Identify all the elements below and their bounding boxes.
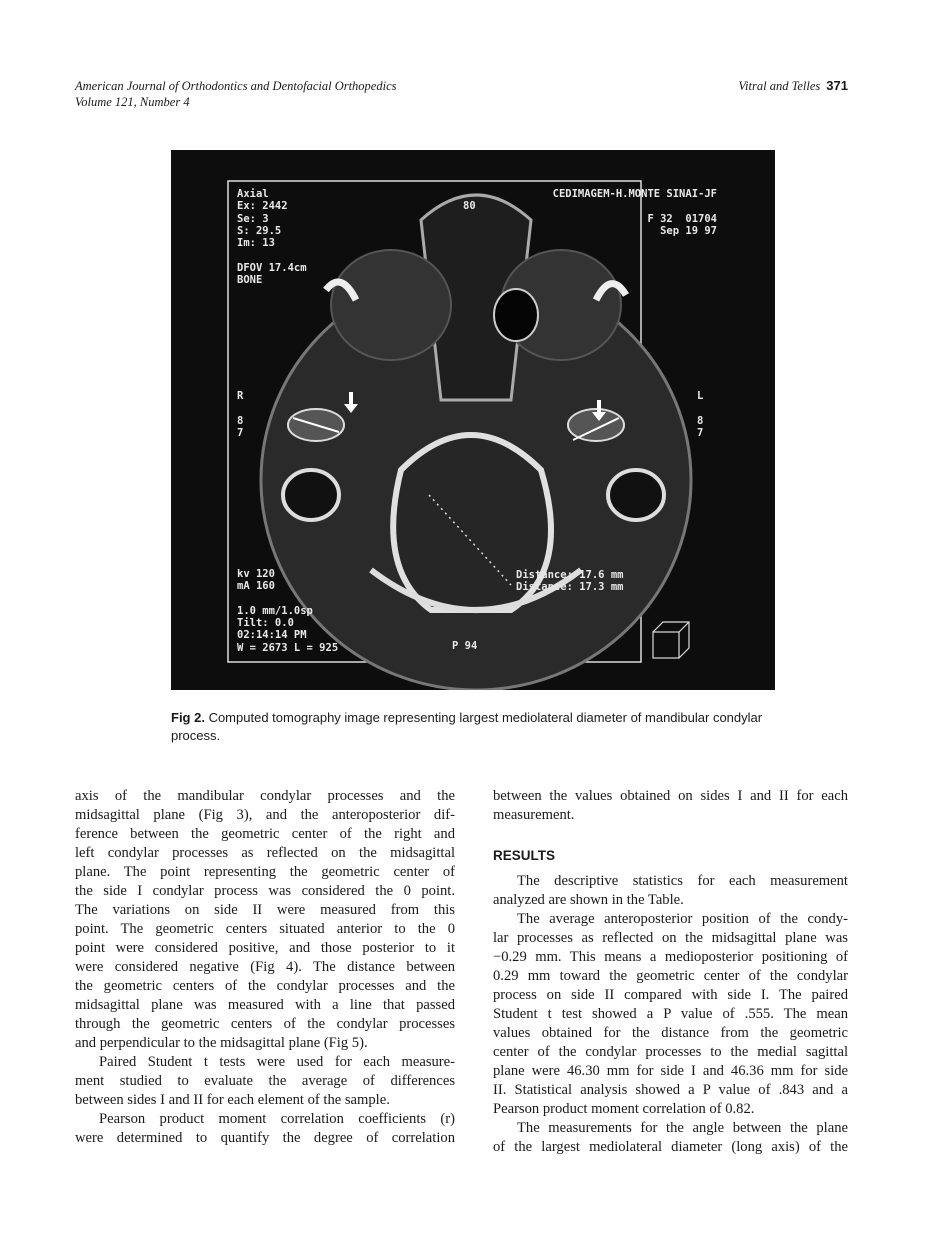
text-line: ment studied to evaluate the average of differences	[75, 1073, 455, 1089]
overlay-side-r: R 8 7	[237, 390, 244, 439]
text-line: The descriptive statistics for each measurement	[517, 873, 848, 889]
text-line: point were considered positive, and those posterior to it	[75, 940, 455, 956]
text-line: the side I condylar process was considered the 0 point.	[75, 883, 455, 899]
text-line: −0.29 mm. This means a medioposterior positioning of	[493, 949, 848, 965]
text-line: of the largest mediolateral diameter (long axis) of the	[493, 1139, 848, 1155]
journal-volume: Volume 121, Number 4	[75, 95, 190, 109]
text-line: measurement.	[493, 807, 575, 823]
text-line: were considered negative (Fig 4). The distance between	[75, 959, 455, 975]
text-line: plane were 46.30 mm for side I and 46.36 mm for side	[493, 1063, 848, 1079]
figure-caption	[171, 709, 781, 745]
text-line: and perpendicular to the midsagittal plane (Fig 5).	[75, 1035, 368, 1051]
overlay-center-number: 80	[463, 200, 476, 212]
running-header-left	[75, 78, 397, 110]
journal-name: American Journal of Orthodontics and Dentofacial Orthopedics	[75, 79, 397, 93]
running-header-right	[738, 78, 848, 94]
overlay-institution: CEDIMAGEM-H.MONTE SINAI-JF F 32 01704 Sep 19 97	[552, 188, 717, 237]
left-column	[75, 787, 455, 1148]
page-number: 371	[826, 78, 848, 93]
authors: Vitral and Telles	[738, 79, 821, 93]
text-line: axis of the mandibular condylar processes and the	[75, 788, 455, 804]
text-line: lar processes as reflected on the midsagittal plane was	[493, 930, 848, 946]
text-line: the geometric centers of the condylar processes and the	[75, 978, 455, 994]
text-line: center of the condylar processes to the medial sagittal	[493, 1044, 848, 1060]
text-line: Pearson product moment correlation coefficients (r)	[99, 1111, 455, 1127]
text-line: The average anteroposterior position of the condy-	[517, 911, 848, 927]
text-line: II. Statistical analysis showed a P value of .843 and a	[493, 1082, 848, 1098]
text-line: left condylar processes as reflected on the midsagittal	[75, 845, 455, 861]
text-line: 0.29 mm toward the geometric center of the condylar	[493, 968, 848, 984]
text-line: midsagittal plane was measured with a line that passed	[75, 997, 455, 1013]
ct-scan-figure	[171, 150, 775, 690]
text-line: between the values obtained on sides I and II for each	[493, 788, 848, 804]
caption-label: Fig 2.	[171, 710, 205, 725]
text-line: Paired Student t tests were used for each measure-	[99, 1054, 455, 1070]
overlay-side-l: L 8 7	[697, 390, 704, 439]
text-line: plane. The point representing the geometric center of	[75, 864, 455, 880]
text-line: The variations on side II were measured from this	[75, 902, 455, 918]
text-line: between sides I and II for each element of the sample.	[75, 1092, 390, 1108]
overlay-distances: Distance: 17.6 mm Distance: 17.3 mm	[516, 569, 624, 594]
text-line: point. The geometric centers situated anterior to the 0	[75, 921, 455, 937]
right-column	[493, 787, 848, 1157]
text-line: through the geometric centers of the condylar processes	[75, 1016, 455, 1032]
overlay-acquisition: kv 120 mA 160 1.0 mm/1.0sp Tilt: 0.0 02:14:14 PM W = 2673 L = 925	[237, 568, 339, 654]
text-line: were determined to quantify the degree of correlation	[75, 1130, 455, 1146]
text-line: analyzed are shown in the Table.	[493, 892, 684, 908]
section-heading-results: RESULTS	[493, 848, 556, 863]
text-line: values obtained for the distance from the geometric	[493, 1025, 848, 1041]
text-line: process on side II compared with side I. The paired	[493, 987, 848, 1003]
text-line: The measurements for the angle between the plane	[517, 1120, 848, 1136]
text-line: midsagittal plane (Fig 3), and the anteroposterior dif-	[75, 807, 455, 823]
text-line: ference between the geometric center of the right and	[75, 826, 455, 842]
text-line: Pearson product moment correlation of 0.82.	[493, 1101, 755, 1117]
caption-text: Computed tomography image representing largest mediolateral diameter of mandibular condylar process.	[171, 710, 763, 743]
overlay-position: P 94	[452, 640, 478, 652]
text-line: Student t test showed a P value of .555. The mean	[493, 1006, 848, 1022]
overlay-scan-info: Axial Ex: 2442 Se: 3 S: 29.5 Im: 13 DFOV 17.4cm BONE	[237, 188, 307, 287]
orientation-cube-icon	[653, 622, 689, 658]
